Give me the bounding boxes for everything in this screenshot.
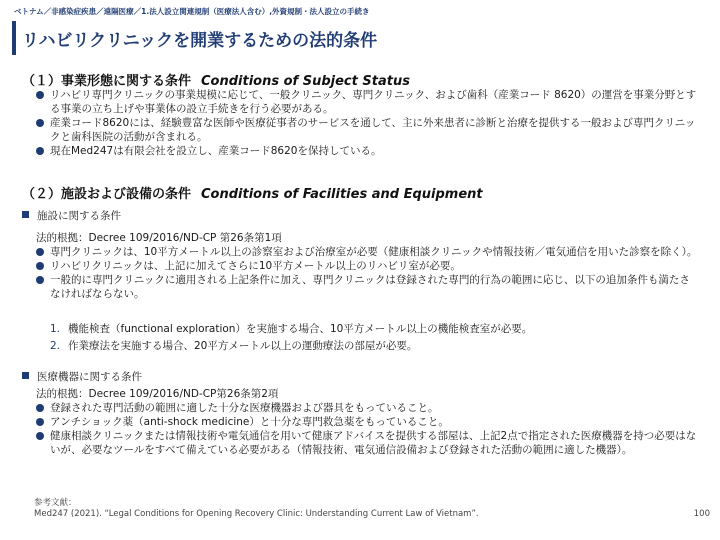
section2-heading [22,183,483,202]
bullet-dot-icon [36,248,44,256]
section2-heading-ja: （２）施設および設備の条件 [22,187,192,202]
bullet-dot-icon [36,404,44,412]
page-number: 100 [693,509,710,519]
list-item: 一般的に専門クリニックに適用される上記条件に加え、専門クリニックは登録された専門的行為の範囲に応じ、以下の追加条件も満たさなければならない。 [36,273,700,301]
list-item: リハビリクリニックは、上記に加えてさらに10平方メートル以上のリハビリ室が必要。 [36,259,700,273]
section2-heading-en: Conditions of Facilities and Equipment [201,187,483,202]
page-title: リハビリクリニックを開業するための法的条件 [22,31,378,51]
list-item: 専門クリニックは、10平方メートル以上の診察室および治療室が必要（健康相談クリニックや情報技術／電気通信を用いた診察を除く）。 [36,245,700,259]
reference-label: 参考文献： [34,498,77,508]
list-number: 2. [50,340,61,352]
square-bullet-icon [22,211,29,218]
section1-heading-en: Conditions of Subject Status [201,74,410,89]
list-item: 1. 機能検査（functional exploration）を実施する場合、10平方メートル以上の機能検査室が必要。 [50,323,533,335]
list-item: 登録された専門活動の範囲に適した十分な医療機器および器具をもっていること。 [36,401,700,415]
section1-heading [22,70,410,89]
bullet-dot-icon [36,119,44,127]
list-item: リハビリ専門クリニックの事業規模に応じて、一般クリニック、専門クリニック、および歯科（産業コード 8620）の運営を事業分野とする事業の立ち上げや事業体の設立手続きを行う必要がある。 [36,88,700,116]
list-number: 1. [50,323,61,335]
facility-heading: 施設に関する条件 [22,208,121,223]
bullet-dot-icon [36,147,44,155]
list-item: 現在Med247は有限会社を設立し、産業コード8620を保持している。 [36,144,700,158]
reference-text: Med247 (2021). “Legal Conditions for Opening Recovery Clinic: Understanding Current Law of Vietnam”. [34,509,479,519]
facility-bullet-list [36,245,700,301]
bullet-dot-icon [36,91,44,99]
list-item: 2. 作業療法を実施する場合、20平方メートル以上の運動療法の部屋が必要。 [50,340,418,352]
bullet-dot-icon [36,276,44,284]
equipment-legal-basis: 法的根拠：Decree 109/2016/ND-CP第26条第2項 [36,388,279,400]
bullet-dot-icon [36,262,44,270]
equipment-bullet-list [36,401,700,457]
facility-legal-basis: 法的根拠：Decree 109/2016/ND-CP 第26条第1項 [36,232,282,244]
section1-heading-ja: （１）事業形態に関する条件 [22,74,192,89]
square-bullet-icon [22,372,29,379]
list-item: アンチショック薬（anti-shock medicine）と十分な専門救急薬をもっていること。 [36,415,700,429]
facility-numbered-list [50,322,690,356]
bullet-dot-icon [36,432,44,440]
list-item: 産業コード8620には、経験豊富な医師や医療従事者のサービスを通して、主に外来患者に診断と治療を提供する一般および専門クリニックと歯科医院の活動が含まれる。 [36,116,700,144]
title-accent-bar [12,21,16,55]
bullet-dot-icon [36,418,44,426]
equipment-heading: 医療機器に関する条件 [22,369,142,384]
breadcrumb: ベトナム／非感染症疾患／遠隔医療／1.法人設立関連規制（医療法人含む）,外資規制・法人設立の手続き [14,7,370,16]
list-item: 健康相談クリニックまたは情報技術や電気通信を用いて健康アドバイスを提供する部屋は、上記2点で指定された医療機器を持つ必要はないが、必要なツールをすべて備えている必要がある（情報技術、電気通信設備および登録された活動の範囲に適した機器）。 [36,429,700,457]
section1-bullet-list [36,88,700,158]
